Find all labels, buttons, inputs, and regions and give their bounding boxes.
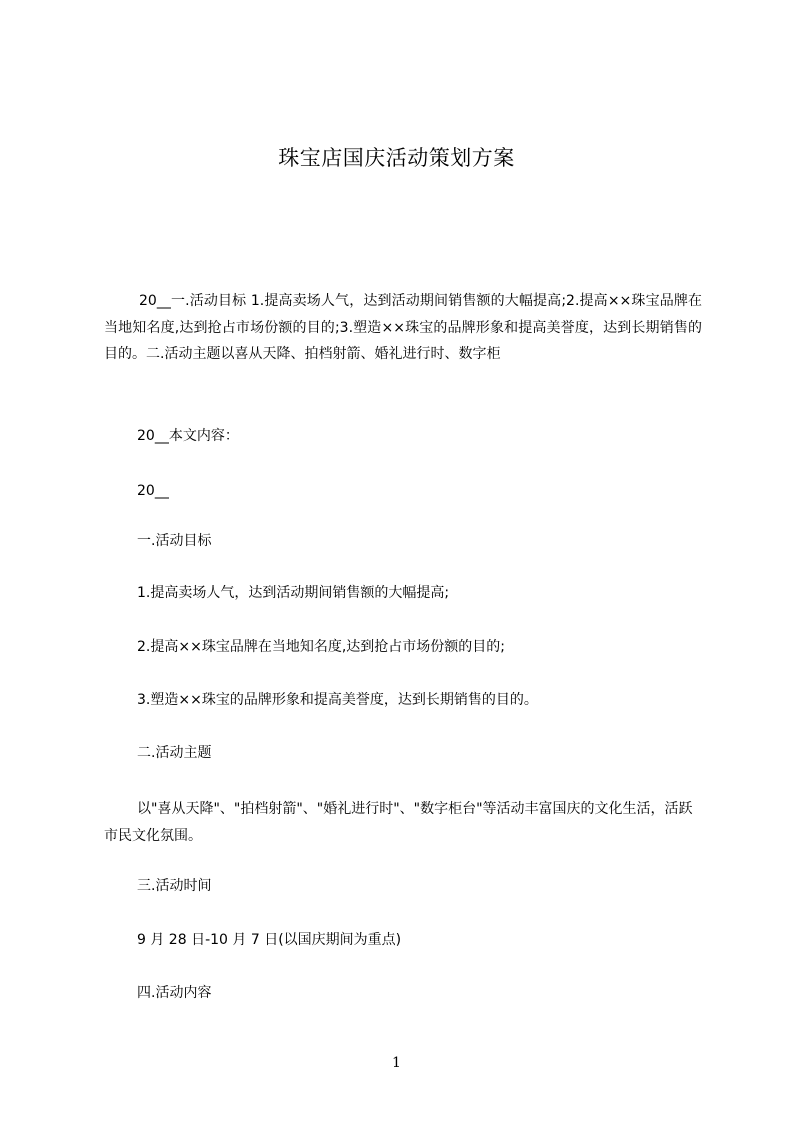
summary-paragraph: 20__一.活动目标 1.提高卖场人气，达到活动期间销售额的大幅提高;2.提高××珠宝品牌在当地知名度,达到抢占市场份额的目的;3.塑造××珠宝的品牌形象和提高美誉度，达到长期销售的目的。二.活动主题以喜从天降、拍档射箭、婚礼进行时、数字柜 <box>104 293 702 362</box>
section-heading-goals: 一.活动目标 <box>137 533 212 549</box>
intro-line: 20__本文内容： <box>137 428 239 444</box>
section-heading-time: 三.活动时间 <box>137 878 212 894</box>
section-heading-content: 四.活动内容 <box>137 985 212 1001</box>
goal-item-3: 3.塑造××珠宝的品牌形象和提高美誉度，达到长期销售的目的。 <box>137 692 538 708</box>
section-heading-theme: 二.活动主题 <box>137 745 212 761</box>
goal-item-1: 1.提高卖场人气，达到活动期间销售额的大幅提高; <box>137 585 450 601</box>
goal-item-2: 2.提高××珠宝品牌在当地知名度,达到抢占市场份额的目的; <box>137 639 505 655</box>
document-title: 珠宝店国庆活动策划方案 <box>278 146 515 170</box>
theme-paragraph: 以"喜从天降"、"拍档射箭"、"婚礼进行时"、"数字柜台"等活动丰富国庆的文化生活，活跃市民文化氛围。 <box>104 801 693 844</box>
page-number: 1 <box>392 1055 401 1071</box>
activity-time-text: 9 月 28 日-10 月 7 日(以国庆期间为重点) <box>137 932 402 948</box>
year-line: 20__ <box>137 483 169 499</box>
